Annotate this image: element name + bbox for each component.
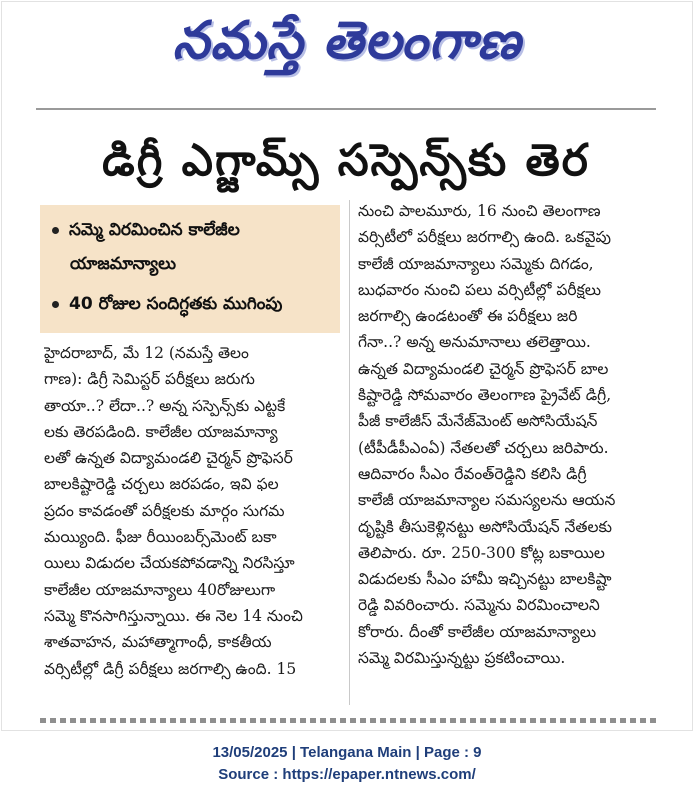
text-line: హైదరాబాద్, మే 12 (నమస్తే తెలం: [44, 344, 249, 362]
clipping-bottom-edge: [40, 718, 656, 723]
highlight-item-2: [52, 287, 282, 321]
text-line: జరగాల్సి ఉండటంతో ఈ పరీక్షలు జరి: [358, 307, 578, 326]
text-line: లకు తెరపడింది. కాలేజీల యాజమాన్యా: [44, 422, 278, 441]
bullet-icon: [52, 227, 59, 234]
text-line: యిలు విడుదల చేయకపోవడాన్ని నిరసిస్తూ: [44, 554, 295, 573]
footer-source: Source : https://epaper.ntnews.com/: [218, 766, 476, 783]
text-line: కాలేజీ యాజమాన్యాలు సమ్మెకు దిగడం,: [358, 254, 594, 273]
text-line: దృష్టికి తీసుకెళ్లినట్టు అసోసియేషన్ నేతలకు: [358, 517, 612, 536]
text-line: మయ్యింది. ఫీజు రీయింబర్స్‌మెంట్ బకా: [44, 528, 277, 547]
text-line: ప్రదం కావడంతో పరీక్షలకు మార్గం సుగమ: [44, 501, 285, 520]
text-line: సమ్మె కొనసాగిస్తున్నాయి. ఈ నెల 14 నుంచి: [44, 606, 303, 625]
text-line: గేనా..? అన్న అనుమానాలు తలెత్తాయి.: [358, 333, 591, 352]
text-line: వర్సిటీల్లో డిగ్రీ పరీక్షలు జరగాల్సి ఉంది. 15: [44, 659, 297, 678]
article-right-column: [358, 198, 658, 671]
text-line: కాలేజీ యాజమాన్యాల సమస్యలను ఆయన: [358, 491, 616, 510]
text-line: కాలేజీల యాజమాన్యాలు 40రోజులుగా: [44, 580, 276, 599]
highlight-item-1: [52, 213, 240, 247]
text-line: ఉన్నత విద్యామండలి చైర్మన్ ప్రొఫెసర్ బాల: [358, 359, 609, 378]
footer-edition-info: 13/05/2025 | Telangana Main | Page : 9: [212, 744, 482, 761]
highlight-item-1-continued: యాజమాన్యాలు: [70, 254, 177, 274]
text-line: నుంచి పాలమూరు, 16 నుంచి తెలంగాణ: [358, 202, 601, 220]
text-line: వర్సిటీలో పరీక్షలు జరగాల్సి ఉంది. ఒకవైపు: [358, 228, 611, 247]
article-left-column: [44, 340, 338, 682]
text-line: బాలకిష్టారెడ్డి చర్చలు జరపడం, ఇవి ఫల: [44, 475, 279, 494]
text-line: పీజీ కాలేజీస్ మేనేజ్‌మెంట్ అసోసియేషన్: [358, 412, 598, 431]
text-line: రెడ్డి వివరించారు. సమ్మెను విరమించాలని: [358, 596, 600, 615]
text-line: తాయా..? లేదా..? అన్న సస్పెన్స్‌కు ఎట్టకే: [44, 396, 286, 415]
text-line: (టీపీడీపీఎంఏ) నేతలతో చర్చలు జరిపారు.: [358, 438, 609, 457]
text-line: విడుదలకు సీఎం హామీ ఇచ్చినట్టు బాలకిష్టా: [358, 570, 612, 589]
column-divider: [349, 200, 350, 705]
header-rule: [36, 108, 656, 110]
bullet-icon: [52, 301, 59, 308]
text-line: ఆదివారం సీఎం రేవంత్‌రెడ్డిని కలిసి డిగ్రీ: [358, 464, 587, 483]
text-line: కోరారు. దీంతో కాలేజీల యాజమాన్యాలు: [358, 622, 597, 641]
highlight-2-text: 40 రోజుల సందిగ్ధతకు ముగింపు: [69, 294, 283, 314]
text-line: బుధవారం నుంచి పలు వర్సిటీల్లో పరీక్షలు: [358, 280, 602, 299]
newspaper-masthead: నమస్తే తెలంగాణ: [172, 11, 522, 71]
text-line: కిష్టారెడ్డి సోమవారం తెలంగాణ ప్రైవేట్ డిగ్రీ,: [358, 386, 612, 405]
text-line: శాతవాహన, మహాత్మాగాంధీ, కాకతీయ: [44, 633, 272, 652]
highlight-1-line-1: సమ్మె విరమించిన కాలేజీల: [69, 220, 240, 240]
text-line: గాణ): డిగ్రీ సెమిస్టర్ పరీక్షలు జరుగు: [44, 370, 255, 389]
article-headline: డిగ్రీ ఎగ్జామ్స్ సస్పెన్స్‌కు తెర: [102, 135, 590, 186]
text-line: తెలిపారు. రూ. 250-300 కోట్ల బకాయిల: [358, 543, 605, 562]
text-line: లతో ఉన్నత విద్యామండలి చైర్మన్ ప్రొఫెసర్: [44, 449, 293, 468]
text-line: సమ్మె విరమిస్తున్నట్టు ప్రకటించాయి.: [358, 649, 566, 668]
highlights-box: [40, 205, 340, 333]
